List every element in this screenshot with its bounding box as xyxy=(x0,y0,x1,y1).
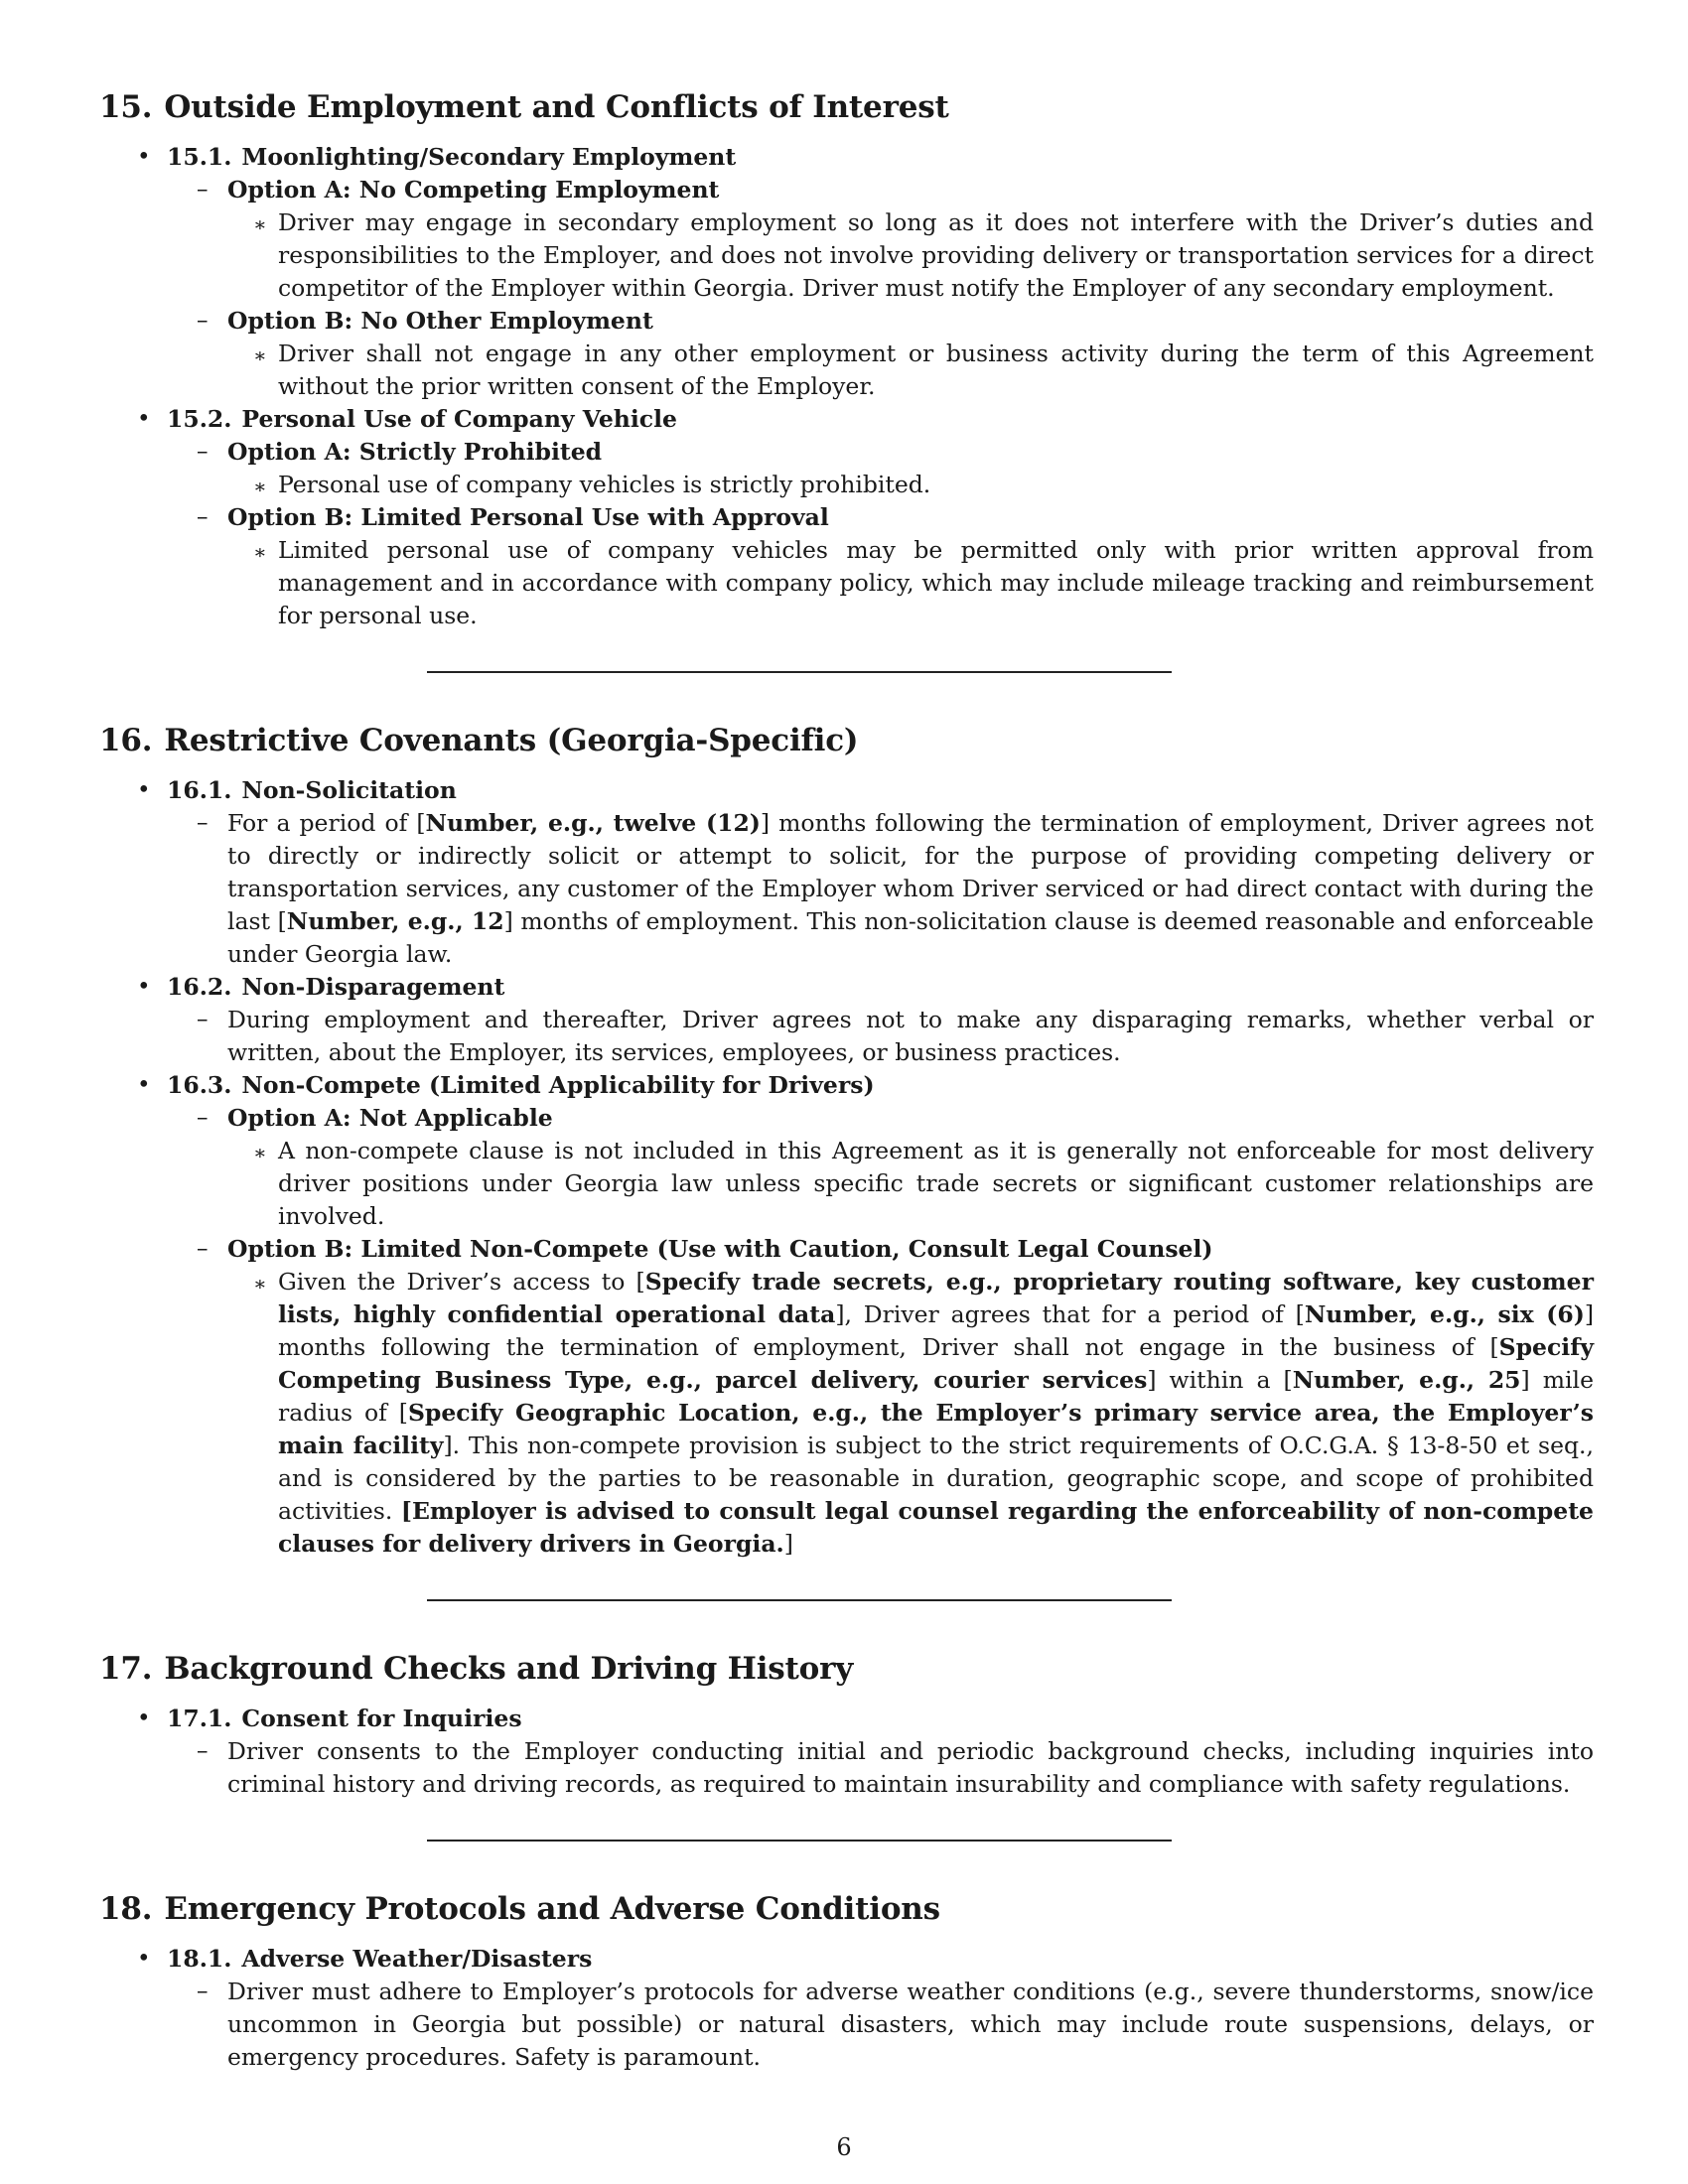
asterisk-icon: ∗ xyxy=(253,540,267,564)
dash-icon: – xyxy=(197,1105,209,1131)
clause-item xyxy=(99,971,1594,1069)
dash-icon: – xyxy=(197,1007,209,1032)
section-number: 18. xyxy=(99,1891,153,1927)
clause-number: 16.2. xyxy=(167,973,232,1001)
section-number: 16. xyxy=(99,723,153,758)
clause-text: During employment and thereafter, Driver agrees not to make any disparaging remarks, whether verbal or written, about the Employer, its services, employees, or business practices. xyxy=(227,1006,1594,1066)
section-title: Background Checks and Driving History xyxy=(164,1651,854,1687)
option-text-item xyxy=(227,534,1594,632)
section-heading xyxy=(99,1889,1594,1929)
clause-number: 15.2. xyxy=(167,405,232,433)
section-15 xyxy=(99,87,1594,632)
section-number: 15. xyxy=(99,89,153,125)
dash-icon: – xyxy=(197,504,209,530)
text-run: ] months following the termination of employment, Driver shall not engage in the business of [ xyxy=(278,1300,1594,1361)
clause-number: 17.1. xyxy=(167,1705,232,1732)
clause-item xyxy=(99,1943,1594,2074)
clause-text: Driver consents to the Employer conducting initial and periodic background checks, including inquiries into criminal history and driving records, as required to maintain insurability and compliance with safety regulations. xyxy=(227,1737,1594,1798)
clause-heading xyxy=(167,1943,1594,1976)
text-run: For a period of [ xyxy=(227,809,426,837)
section-heading xyxy=(99,721,1594,760)
section-title: Outside Employment and Conflicts of Interest xyxy=(164,89,949,125)
option-title: Option B: No Other Employment xyxy=(227,307,653,335)
clause-title: Adverse Weather/Disasters xyxy=(241,1945,593,1973)
option-text-item xyxy=(227,1266,1594,1561)
dash-icon: – xyxy=(197,810,209,836)
clause-heading xyxy=(167,1703,1594,1735)
section-divider xyxy=(427,1840,1172,1842)
clause-item xyxy=(99,403,1594,632)
clause-item xyxy=(99,141,1594,403)
option-text-item xyxy=(227,1135,1594,1233)
placeholder-text: Number, e.g., 25 xyxy=(1292,1366,1521,1394)
clause-item xyxy=(99,1069,1594,1561)
page-content xyxy=(99,87,1594,2074)
dash-icon: – xyxy=(197,1236,209,1262)
option-title: Option A: Strictly Prohibited xyxy=(227,438,603,466)
option-item xyxy=(167,501,1594,632)
option-text-item xyxy=(227,469,1594,501)
page-number: 6 xyxy=(836,2133,852,2161)
clause-number: 15.1. xyxy=(167,143,232,171)
clause-text xyxy=(227,807,1594,971)
section-18 xyxy=(99,1889,1594,2074)
bullet-icon: • xyxy=(137,1706,151,1731)
text-run: ]. This non-compete provision is subject to the strict requirements of O.C.G.A. § 13-8-50 et seq., and is considered by the parties to be reasonable in duration, geographic scope, and scope of prohibited activities. xyxy=(278,1432,1594,1525)
clause-number: 18.1. xyxy=(167,1945,232,1973)
placeholder-text: Specify Geographic Location, e.g., the Employer’s primary service area, the Employer’s main facility xyxy=(278,1399,1594,1459)
text-run: ] within a [ xyxy=(1147,1366,1293,1394)
placeholder-text: Specify trade secrets, e.g., proprietary routing software, key customer lists, highly confidential operational data xyxy=(278,1268,1594,1328)
bullet-icon: • xyxy=(137,1072,151,1098)
asterisk-icon: ∗ xyxy=(253,1272,267,1296)
clause-title: Non-Disparagement xyxy=(241,973,505,1001)
option-item xyxy=(167,1102,1594,1233)
advisory-note: [Employer is advised to consult legal counsel regarding the enforceability of non-compete clauses for delivery drivers in Georgia. xyxy=(278,1497,1594,1558)
section-title: Restrictive Covenants (Georgia-Specific) xyxy=(164,723,859,758)
clause-heading xyxy=(167,971,1594,1004)
option-text xyxy=(278,1266,1594,1561)
text-run: ] months of employment. This non-solicitation clause is deemed reasonable and enforceable under Georgia law. xyxy=(227,907,1594,968)
option-text-item xyxy=(227,338,1594,403)
option-item xyxy=(167,305,1594,403)
bullet-icon: • xyxy=(137,406,151,432)
asterisk-icon: ∗ xyxy=(253,212,267,236)
asterisk-icon: ∗ xyxy=(253,343,267,367)
text-run: ] mile radius of [ xyxy=(278,1366,1594,1427)
bullet-icon: • xyxy=(137,1946,151,1972)
option-text-item xyxy=(227,206,1594,305)
asterisk-icon: ∗ xyxy=(253,475,267,498)
text-run: ] xyxy=(783,1530,793,1558)
text-run: Given the Driver’s access to [ xyxy=(278,1268,645,1296)
dash-icon: – xyxy=(197,177,209,203)
placeholder-text: Number, e.g., 12 xyxy=(286,907,504,935)
dash-icon: – xyxy=(197,308,209,334)
section-title: Emergency Protocols and Adverse Conditions xyxy=(164,1891,940,1927)
section-heading xyxy=(99,87,1594,127)
option-text: Driver may engage in secondary employment so long as it does not interfere with the Driver’s duties and responsibilities to the Employer, and does not involve providing delivery or transportation services for a direct competitor of the Employer within Georgia. Driver must notify the Employer of any secondary employment. xyxy=(278,208,1594,302)
text-run: ], Driver agrees that for a period of [ xyxy=(835,1300,1305,1328)
clause-item xyxy=(99,774,1594,971)
section-number: 17. xyxy=(99,1651,153,1687)
clause-title: Personal Use of Company Vehicle xyxy=(241,405,677,433)
asterisk-icon: ∗ xyxy=(253,1141,267,1164)
clause-item xyxy=(99,1703,1594,1801)
clause-text: Driver must adhere to Employer’s protocols for adverse weather conditions (e.g., severe thunderstorms, snow/ice uncommon in Georgia but possible) or natural disasters, which may include route suspensions, delays, or emergency procedures. Safety is paramount. xyxy=(227,1978,1594,2071)
clause-title: Consent for Inquiries xyxy=(241,1705,522,1732)
clause-title: Non-Compete (Limited Applicability for Drivers) xyxy=(241,1071,875,1099)
clause-title: Non-Solicitation xyxy=(241,776,457,804)
section-divider xyxy=(427,671,1172,673)
clause-number: 16.1. xyxy=(167,776,232,804)
option-text: A non-compete clause is not included in this Agreement as it is generally not enforceable for most delivery driver positions under Georgia law unless specific trade secrets or significant customer relationships are involved. xyxy=(278,1137,1594,1230)
option-item xyxy=(167,1233,1594,1561)
clause-heading xyxy=(167,141,1594,174)
option-title: Option A: No Competing Employment xyxy=(227,176,720,204)
bullet-icon: • xyxy=(137,974,151,1000)
option-text: Personal use of company vehicles is strictly prohibited. xyxy=(278,471,931,498)
option-item xyxy=(167,436,1594,501)
clause-text-item xyxy=(167,1735,1594,1801)
section-17 xyxy=(99,1649,1594,1801)
clause-text-item xyxy=(167,807,1594,971)
section-divider xyxy=(427,1599,1172,1601)
dash-icon: – xyxy=(197,1979,209,2004)
clause-heading xyxy=(167,403,1594,436)
bullet-icon: • xyxy=(137,777,151,803)
clause-text-item xyxy=(167,1976,1594,2074)
clause-heading xyxy=(167,1069,1594,1102)
option-title: Option A: Not Applicable xyxy=(227,1104,553,1132)
dash-icon: – xyxy=(197,439,209,465)
clause-title: Moonlighting/Secondary Employment xyxy=(241,143,737,171)
option-text: Limited personal use of company vehicles may be permitted only with prior written approval from management and in accordance with company policy, which may include mileage tracking and reimbursement for personal use. xyxy=(278,536,1594,629)
option-title: Option B: Limited Personal Use with Approval xyxy=(227,503,829,531)
option-title: Option B: Limited Non-Compete (Use with Caution, Consult Legal Counsel) xyxy=(227,1235,1213,1263)
placeholder-text: Number, e.g., six (6) xyxy=(1304,1300,1585,1328)
dash-icon: – xyxy=(197,1738,209,1764)
option-item xyxy=(167,174,1594,305)
placeholder-text: Specify Competing Business Type, e.g., parcel delivery, courier services xyxy=(278,1333,1594,1394)
section-heading xyxy=(99,1649,1594,1689)
clause-number: 16.3. xyxy=(167,1071,232,1099)
clause-text-item xyxy=(167,1004,1594,1069)
bullet-icon: • xyxy=(137,144,151,170)
placeholder-text: Number, e.g., twelve (12) xyxy=(425,809,761,837)
clause-heading xyxy=(167,774,1594,807)
option-text: Driver shall not engage in any other employment or business activity during the term of this Agreement without the prior written consent of the Employer. xyxy=(278,340,1594,400)
text-run: ] months following the termination of employment, Driver agrees not to directly or indirectly solicit or attempt to solicit, for the purpose of providing competing delivery or transportation services, any customer of the Employer whom Driver serviced or had direct contact with during the last [ xyxy=(227,809,1594,935)
section-16 xyxy=(99,721,1594,1561)
